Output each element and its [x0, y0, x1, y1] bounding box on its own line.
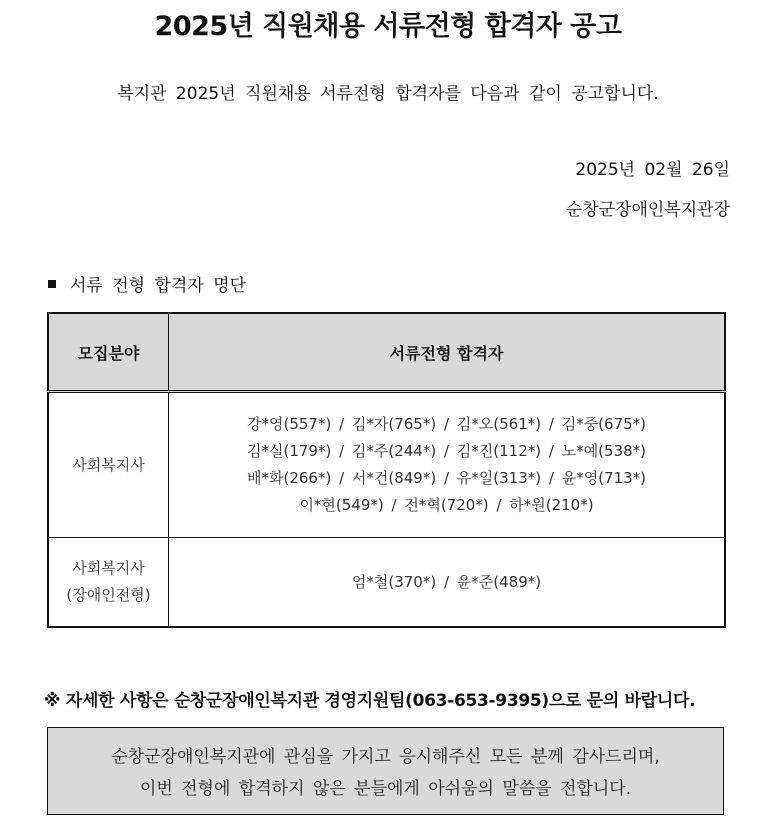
header-passers: 서류전형 합격자	[169, 313, 726, 392]
contact-note: ※ 자세한 사항은 순창군장애인복지관 경영지원팀(063-653-9395)으로 문의 바랍니다.	[44, 691, 696, 711]
page-title: 2025년 직원채용 서류전형 합격자 공고	[154, 11, 622, 42]
organization-name: 순창군장애인복지관장	[565, 200, 730, 220]
square-bullet-icon	[48, 280, 56, 288]
closing-message-box	[47, 727, 724, 815]
section-heading	[48, 271, 246, 296]
closing-line: 이번 전형에 합격하지 않은 분들에게 아쉬움의 말씀을 전합니다.	[139, 779, 632, 799]
passers-cell	[169, 392, 726, 538]
announcement-date: 2025년 02월 26일	[575, 160, 730, 180]
passer-line: 강*영(557*) / 김*자(765*) / 김*오(561*) / 김*중(675*)	[246, 415, 647, 433]
category-cell	[48, 392, 169, 538]
category-text: 사회복지사	[72, 559, 145, 577]
passer-line: 엄*철(370*) / 윤*준(489*)	[351, 572, 542, 591]
passers-table	[47, 312, 726, 628]
intro-text: 복지관 2025년 직원채용 서류전형 합격자를 다음과 같이 공고합니다.	[117, 84, 659, 104]
category-cell	[48, 538, 169, 628]
category-subtext: (장애인전형)	[66, 586, 151, 604]
section-heading-text: 서류 전형 합격자 명단	[70, 276, 247, 296]
passers-cell	[169, 538, 726, 628]
closing-line: 순창군장애인복지관에 관심을 가지고 응시해주신 모든 분께 감사드리며,	[111, 747, 660, 767]
table-header-row	[48, 313, 725, 392]
table-row	[48, 392, 725, 538]
passer-line: 김*실(179*) / 김*주(244*) / 김*진(112*) / 노*예(538*)	[246, 442, 647, 460]
passer-line: 배*화(266*) / 서*건(849*) / 유*일(313*) / 윤*영(713*)	[246, 469, 647, 487]
category-text: 사회복지사	[72, 455, 145, 474]
passer-line: 이*현(549*) / 전*혁(720*) / 하*원(210*)	[299, 496, 594, 514]
table-row	[48, 538, 725, 628]
header-category: 모집분야	[48, 313, 169, 392]
